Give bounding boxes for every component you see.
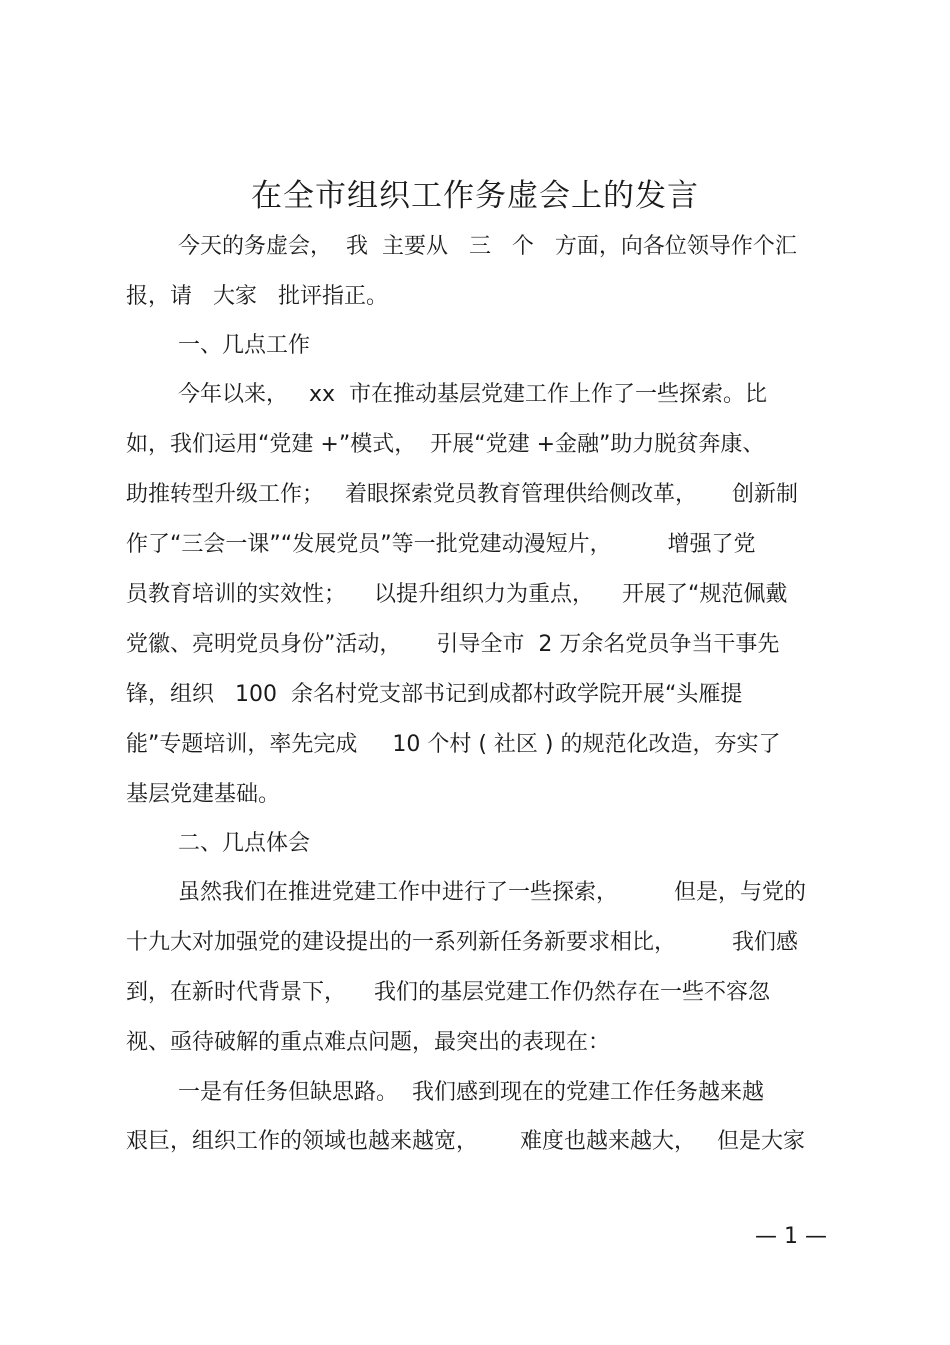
paragraph-line: 如，我们运用“党建 +”模式， 开展“党建 +金融”助力脱贫奔康、 <box>126 432 765 457</box>
paragraph-line: 锋，组织 100 余名村党支部书记到成都村政学院开展“头雁提 <box>126 682 743 707</box>
paragraph-line: 今年以来， xx 市在推动基层党建工作上作了一些探索。比 <box>178 382 768 407</box>
document-title: 在全市组织工作务虚会上的发言 <box>251 178 699 214</box>
paragraph-line: 一是有任务但缺思路。 我们感到现在的党建工作任务越来越 <box>178 1080 764 1105</box>
paragraph-line: 十九大对加强党的建设提出的一系列新任务新要求相比， 我们感 <box>126 930 798 955</box>
paragraph-line: 艰巨，组织工作的领域也越来越宽， 难度也越来越大， 但是大家 <box>126 1129 805 1154</box>
paragraph-line: 党徽、亮明党员身份”活动， 引导全市 2 万余名党员争当干事先 <box>126 632 780 657</box>
paragraph-line: 到，在新时代背景下， 我们的基层党建工作仍然存在一些不容忽 <box>126 980 770 1005</box>
paragraph-line: 虽然我们在推进党建工作中进行了一些探索， 但是，与党的 <box>178 880 806 905</box>
paragraph-line: 能”专题培训，率先完成 10 个村 ( 社区 ) 的规范化改造，夯实了 <box>126 732 781 757</box>
paragraph-line: 基层党建基础。 <box>126 782 281 807</box>
paragraph-line: 员教育培训的实效性； 以提升组织力为重点， 开展了“规范佩戴 <box>126 582 788 607</box>
paragraph-line: 助推转型升级工作； 着眼探索党员教育管理供给侧改革， 创新制 <box>126 482 798 507</box>
section-heading: 一、几点工作 <box>178 333 311 358</box>
paragraph-line: 报，请 大家 批评指正。 <box>126 284 388 309</box>
paragraph-line: 作了“三会一课”“发展党员”等一批党建动漫短片， 增强了党 <box>126 532 756 557</box>
section-heading: 二、几点体会 <box>178 831 311 856</box>
page-number: — 1 — <box>755 1224 827 1249</box>
paragraph-line: 视、亟待破解的重点难点问题，最突出的表现在： <box>126 1030 611 1055</box>
paragraph-line: 今天的务虚会， 我 主要从 三 个 方面，向各位领导作个汇 <box>178 234 797 259</box>
